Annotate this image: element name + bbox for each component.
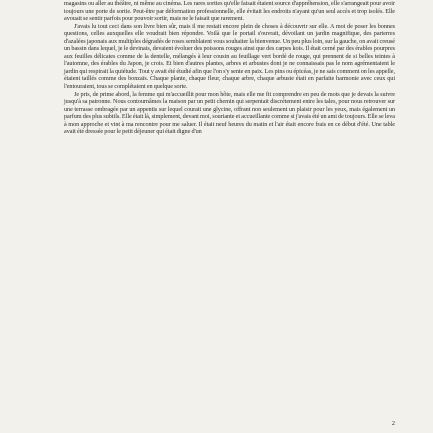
body-text: [64, 0, 395, 136]
paragraph-3: Je pris, de prime abord, la femme qui m'accueillit pour mon hôte, mais elle me fit comprendre en peu de mots que je devais la suivre jusqu'à sa patronne. Nous contournâmes la maison par un petit chemin qui serpentait discrètement entre les tales, pour nous retrouver sur une terrasse ombragée par un appentis sur lequel courait une glycine, offrant non seulement un plaisir pour les yeux, mais également un parfum des plus subtils. Elle était là, simplement, devant moi, souriante et accueillante comme si j'avais été un ami de toujours. Elle se leva à mon approche et vint à ma rencontre pour me saluer. Il était neuf heures du matin et l'air était encore frais en ce début d'été. Une table avait été dressée pour le petit déjeuner qui était digne d'un: [64, 90, 395, 136]
page-number: 2: [391, 420, 395, 427]
paragraph-1: magasins ou aller au théâtre, ni même au cinéma. Les rares sorties qu'elle faisait étaient source d'appréhension, elle s'arrangeait pour avoir toujours une porte de sortie. Peut-être par déformation professionnelle, elle évitait les endroits n'ayant qu'un seul accès et trop isolés. Elle avouait se sentir parfois pour pouvoir sortir, mais ne le faisait que rarement.: [64, 0, 395, 23]
paragraph-2: J'avais lu tout ceci dans son livre bien sûr, mais il me restait encore plein de choses à découvrir sur elle. A moi de poser les bonnes questions, celles auxquelles elle voudrait bien répondre. Voilà que le portail s'ouvrait, dévoilant un jardin magnifique, des parterres d'azalées japonais aux multiples dégradés de roses semblaient vous souhaiter la bienvenue. Un peu plus loin, sur la gauche, on avait creusé un bassin dans lequel, je le devinais, devaient évoluer des poissons rouges ainsi que des carpes kois. Il était cerné par des érables pourpres aux feuilles délicates comme de la dentelle, mélangés à leur cousin au feuillage vert bordé de rouge, qui prennent de si belles teintes à l'automne, des érables du Japon, je crois. Et bien d'autres plantes, arbres et arbustes dont je ne connaissais pas le nom agrémentaient le jardin qui respirait la quiétude. Tout y avait été étudié afin que l'on s'y sente en paix. Les pins ou épicéas, je ne sais comment on les appelle, étaient taillés comme des bonzaïs. Chaque plante, chaque fleur, chaque arbre, chaque arbuste était en parfaite harmonie avec ceux qui l'entouraient, tous se complétaient en quelque sorte.: [64, 22, 395, 91]
